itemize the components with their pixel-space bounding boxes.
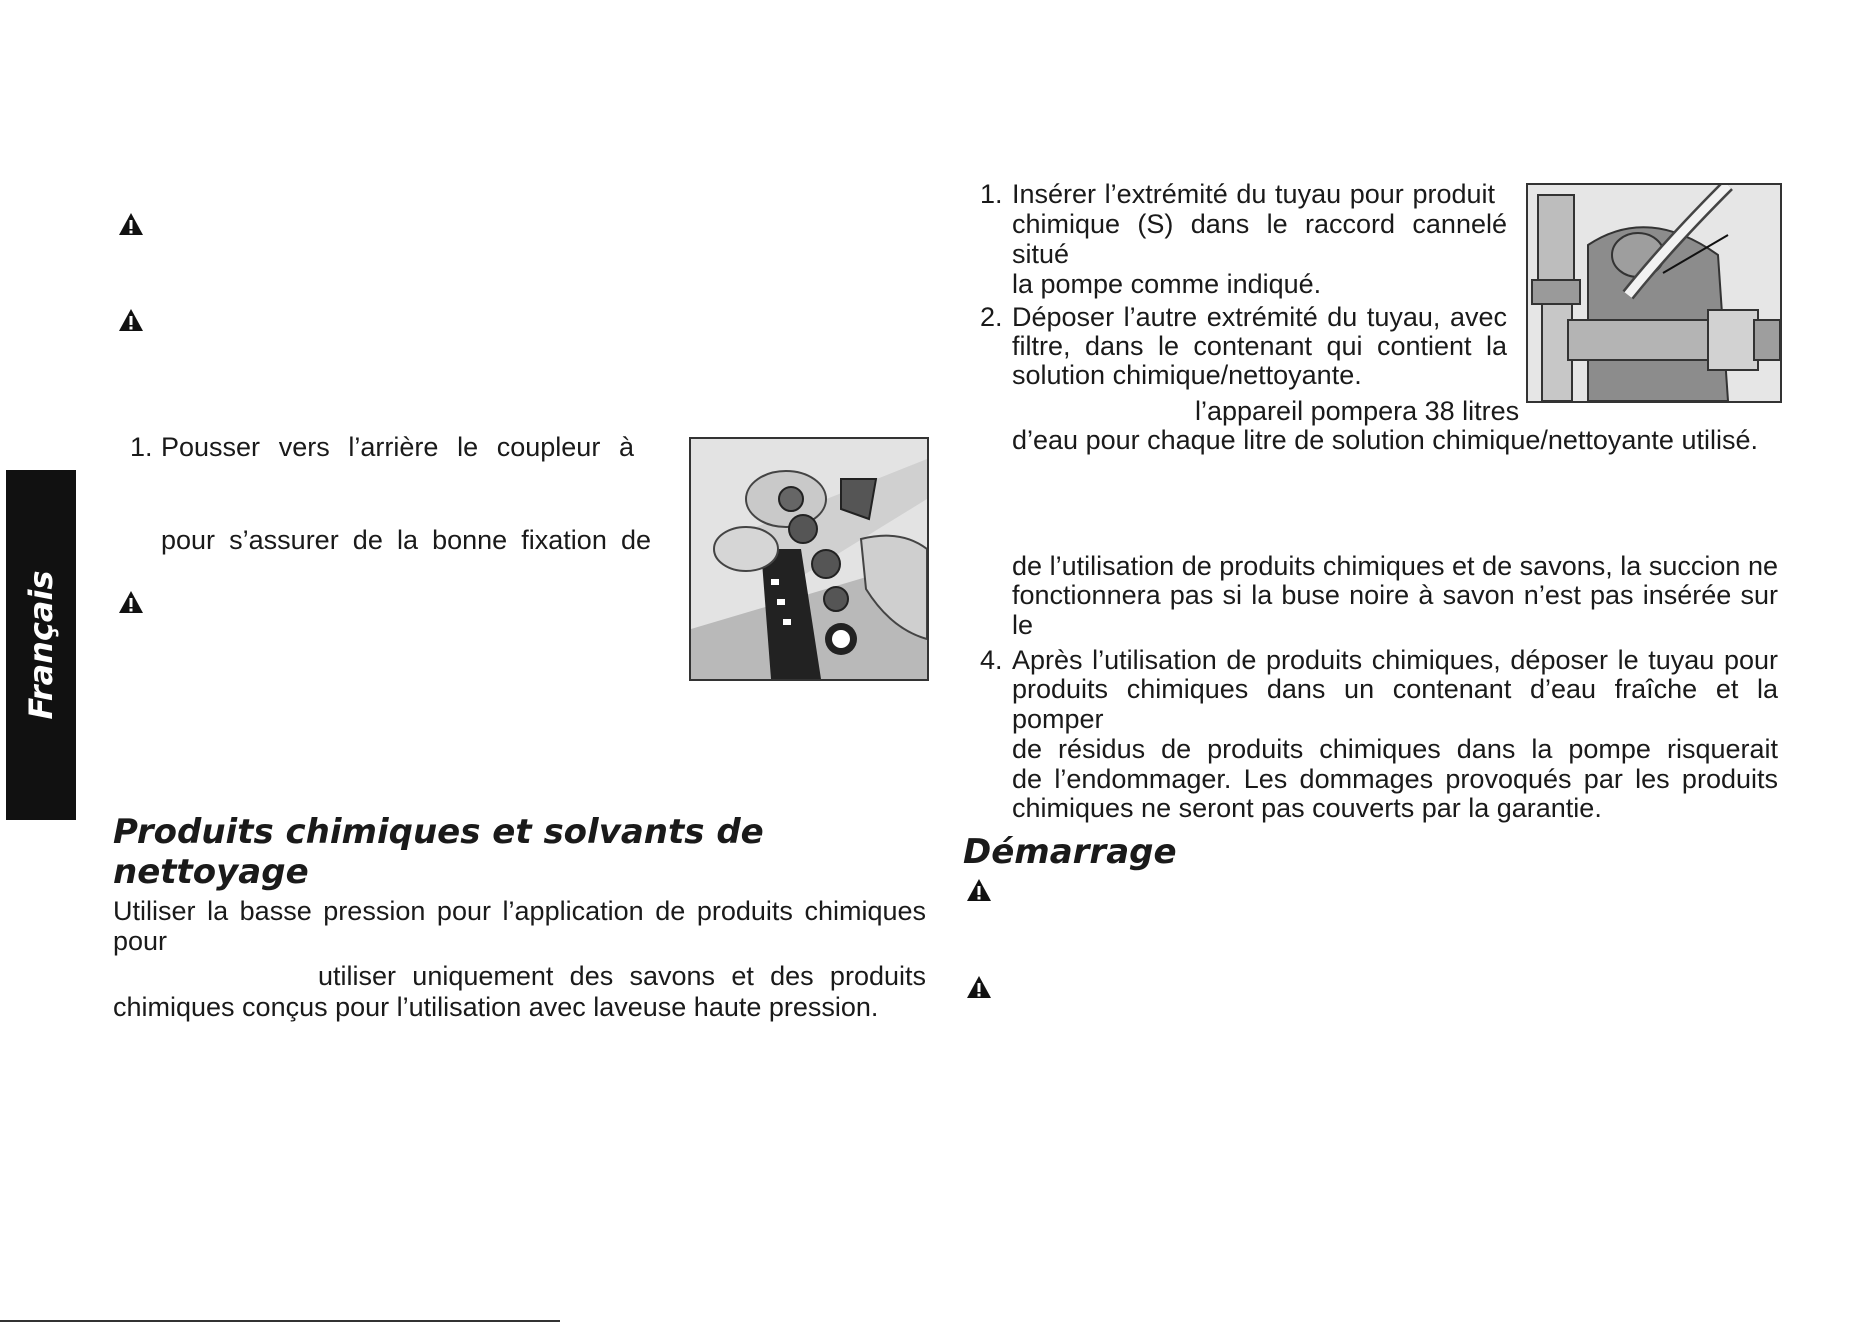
- pump-chemical-hose-illustration: [1526, 183, 1782, 403]
- step-text: fonctionnera pas si la buse noire à savon n’est pas insérée sur le: [1012, 580, 1778, 640]
- step-text: solution chimique/nettoyante.: [1012, 360, 1362, 390]
- step-text: produits chimiques dans un contenant d’eau fraîche et la pomper: [1012, 674, 1778, 734]
- step-text: Déposer l’autre extrémité du tuyau, avec: [1012, 302, 1507, 332]
- warning-triangle-icon: [966, 975, 992, 999]
- nozzle-coupler-illustration: [689, 437, 929, 681]
- warning-triangle-icon: [118, 308, 144, 332]
- section-heading: Démarrage: [963, 832, 1177, 872]
- paragraph-text: utiliser uniquement des savons et des produits: [318, 961, 926, 991]
- step-number: 2.: [980, 302, 1003, 332]
- step-number: 4.: [980, 645, 1003, 675]
- paragraph-text: Utiliser la basse pression pour l’application de produits chimiques pour: [113, 896, 926, 956]
- warning-triangle-icon: [118, 212, 144, 236]
- step-text: de l’utilisation de produits chimiques et de savons, la succion ne: [1012, 551, 1778, 581]
- step-text: de l’endommager. Les dommages provoqués par les produits: [1012, 764, 1778, 794]
- step-text: filtre, dans le contenant qui contient la: [1012, 331, 1507, 361]
- step-text: chimique (S) dans le raccord cannelé situé: [1012, 209, 1507, 269]
- paragraph-text: chimiques conçus pour l’utilisation avec laveuse haute pression.: [113, 992, 879, 1022]
- step-number: 1.: [980, 179, 1003, 209]
- warning-triangle-icon: [966, 878, 992, 902]
- step-text: la pompe comme indiqué.: [1012, 269, 1322, 299]
- step-text: Insérer l’extrémité du tuyau pour produit: [1012, 179, 1495, 209]
- step-text: chimiques ne seront pas couverts par la garantie.: [1012, 793, 1602, 823]
- step-text: l’appareil pompera 38 litres: [1195, 396, 1520, 426]
- warning-triangle-icon: [118, 590, 144, 614]
- step-number: 1.: [130, 432, 153, 462]
- section-heading: nettoyage: [113, 852, 309, 892]
- step-text: de résidus de produits chimiques dans la pompe risquerait: [1012, 734, 1778, 764]
- step-text: pour s’assurer de la bonne fixation de: [161, 525, 651, 555]
- step-text: Après l’utilisation de produits chimiques, déposer le tuyau pour: [1012, 645, 1778, 675]
- page-bottom-rule: [0, 1320, 560, 1322]
- language-tab-label: Français: [22, 570, 60, 720]
- step-text: Pousser vers l’arrière le coupleur à: [161, 432, 634, 462]
- step-text: d’eau pour chaque litre de solution chimique/nettoyante utilisé.: [1012, 425, 1758, 455]
- section-heading: Produits chimiques et solvants de: [113, 812, 764, 852]
- language-tab: [6, 470, 76, 820]
